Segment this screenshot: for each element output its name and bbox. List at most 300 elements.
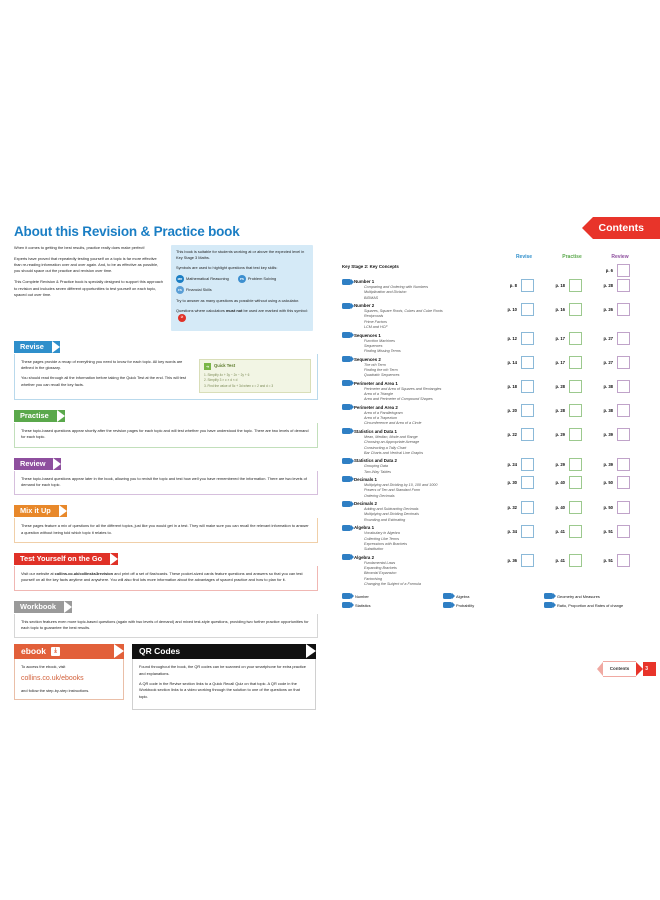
page-number-practise: p. 40 bbox=[555, 504, 565, 510]
checkbox-revise[interactable] bbox=[521, 404, 534, 417]
cell-review bbox=[596, 525, 644, 538]
toc-subtopic: Factorising bbox=[364, 576, 383, 581]
qr-heading-banner bbox=[132, 644, 316, 659]
nocalc-text-a: Questions where calculators bbox=[176, 307, 226, 313]
toc-row bbox=[342, 279, 652, 302]
section-practise bbox=[14, 405, 318, 448]
page-number-revise: p. 32 bbox=[507, 504, 517, 510]
legend-tag-letter: N bbox=[345, 594, 348, 599]
subject-tag-a bbox=[342, 356, 351, 362]
toc-entry-left bbox=[342, 264, 500, 269]
checkbox-revise[interactable] bbox=[521, 501, 534, 514]
page-number-review: p. 27 bbox=[603, 336, 613, 342]
toc-entry-left bbox=[342, 428, 500, 456]
page-number-revise: p. 36 bbox=[507, 558, 517, 564]
page-number-practise: p. 28 bbox=[555, 384, 565, 390]
toc-entry-name: Number 2 bbox=[354, 303, 375, 309]
symbol-label: Problem Solving bbox=[247, 275, 277, 281]
cell-practise bbox=[548, 356, 596, 369]
checkbox-review[interactable] bbox=[617, 501, 630, 514]
symbol-mathematical-reasoning bbox=[176, 275, 229, 283]
checkbox-review[interactable] bbox=[617, 476, 630, 489]
footer-label: Contents bbox=[603, 661, 637, 677]
toc-subtopic: Two-Way Tables bbox=[364, 469, 391, 474]
checkbox-practise[interactable] bbox=[569, 332, 582, 345]
ebook-body bbox=[14, 659, 124, 700]
banner-wrap-practise bbox=[14, 405, 318, 423]
qr-panel bbox=[132, 644, 316, 710]
subject-tag-a bbox=[342, 525, 351, 531]
toc-entry-title[interactable] bbox=[342, 332, 500, 338]
toc-entry-name: Sequences 1 bbox=[354, 332, 381, 338]
toc-entry-title[interactable] bbox=[342, 476, 500, 482]
toc-subtopic: Mean, Median, Mode and Range bbox=[364, 434, 418, 439]
toc-subtopic: Ordering Decimals bbox=[364, 493, 395, 498]
toc-subtopic: Squares, Square Roots, Cubes and Cube Roots bbox=[364, 309, 443, 314]
subject-tag-letter: N bbox=[345, 279, 348, 284]
intro-row bbox=[14, 245, 318, 331]
toc-row bbox=[342, 501, 652, 524]
section-heading-workbook: Workbook bbox=[14, 601, 72, 613]
symbol-problem-solving bbox=[238, 275, 276, 283]
legend-item-s bbox=[342, 602, 437, 608]
subject-tag-letter: S bbox=[345, 458, 348, 463]
toc-entry-name: Statistics and Data 1 bbox=[354, 428, 397, 434]
cell-practise bbox=[548, 380, 596, 393]
toc-checkbox-columns bbox=[500, 264, 652, 277]
checkbox-revise[interactable] bbox=[521, 458, 534, 471]
toc-subtopic: Area of a Parallelogram bbox=[364, 410, 403, 415]
mix-paragraph: These pages feature a mix of questions for all the different topics, just like you would get in a test. They will make sure you can recall the relevant information to answer a question without being told which topic it relates to. bbox=[21, 523, 309, 535]
cell-revise bbox=[500, 476, 548, 489]
workbook-paragraph: This section features even more topic-based questions (again with two levels of demand) and mixed test-style questions, providing two further practice opportunities for each topic to guarantee the best results. bbox=[21, 618, 309, 630]
toc-entry-left bbox=[342, 279, 500, 302]
checkbox-practise[interactable] bbox=[569, 380, 582, 393]
toc-subtopic: Binomial Expansion bbox=[364, 571, 397, 576]
ebook-url[interactable]: collins.co.uk/ebooks bbox=[21, 675, 84, 683]
legend-item-p bbox=[443, 602, 538, 608]
toc-checkbox-columns bbox=[500, 303, 652, 316]
qr-heading: QR Codes bbox=[139, 646, 181, 657]
page-number-practise: p. 29 bbox=[555, 461, 565, 467]
legend-label: Probability bbox=[456, 602, 475, 608]
cell-review bbox=[596, 476, 644, 489]
toc-subtopic: Bar Charts and Vertical Line Graphs bbox=[364, 450, 424, 455]
cell-review bbox=[596, 332, 644, 345]
ebook-line-2: and follow the step-by-step instructions. bbox=[21, 687, 90, 693]
symbol-financial-skills bbox=[176, 286, 212, 294]
subject-tag-letter: G bbox=[345, 405, 348, 410]
page-number-revise: p. 12 bbox=[507, 336, 517, 342]
intro-info-box bbox=[171, 245, 313, 331]
toc-entry-name: Algebra 1 bbox=[354, 525, 375, 531]
quick-test-item: 2. Simplify 3 × c × d × d bbox=[204, 378, 238, 383]
toc-subtopic: The nth Term bbox=[364, 362, 386, 367]
checkbox-revise[interactable] bbox=[521, 356, 534, 369]
page-number-review: p. 38 bbox=[603, 384, 613, 390]
legend-label: Geometry and Measures bbox=[557, 593, 600, 599]
toc-subtopics bbox=[364, 411, 500, 427]
toc-subtopic: Changing the Subject of a Formula bbox=[364, 582, 421, 587]
revise-paragraph: These pages provide a recap of everything you need to know for each topic. All key words are defined in the glossary. bbox=[21, 358, 183, 370]
page-number-revise: p. 24 bbox=[507, 461, 517, 467]
toc-subtopic: Reciprocals bbox=[364, 314, 384, 319]
toc-row bbox=[342, 428, 652, 456]
toc-checkbox-columns bbox=[500, 332, 652, 345]
cell-review bbox=[596, 264, 644, 277]
legend-tag-icon bbox=[443, 602, 452, 608]
page-number-review: p. 39 bbox=[603, 432, 613, 438]
toc-subtopic: Fundamental Laws bbox=[364, 560, 396, 565]
test-website-link[interactable]: collins.co.uk/collinsks3revision bbox=[54, 570, 114, 576]
page-number-review: p. 51 bbox=[603, 558, 613, 564]
subject-tag-letter: N bbox=[345, 477, 348, 482]
checkbox-review[interactable] bbox=[617, 279, 630, 292]
page-number-practise: p. 41 bbox=[555, 558, 565, 564]
checkbox-revise[interactable] bbox=[521, 525, 534, 538]
column-header-practise: Practise bbox=[562, 254, 582, 260]
arrow-icon: ➜ bbox=[205, 363, 210, 369]
cell-practise bbox=[548, 554, 596, 567]
toc-entry-title[interactable] bbox=[342, 404, 500, 410]
cell-review bbox=[596, 404, 644, 417]
checkbox-practise[interactable] bbox=[569, 458, 582, 471]
symbol-row-2 bbox=[176, 286, 308, 294]
cell-review bbox=[596, 380, 644, 393]
table-of-contents bbox=[338, 264, 652, 587]
toc-entry-left bbox=[342, 332, 500, 355]
subject-tag-letter: G bbox=[345, 381, 348, 386]
toc-entry-left bbox=[342, 501, 500, 524]
subject-tag-g bbox=[342, 380, 351, 386]
section-heading-mix-it-up: Mix it Up bbox=[14, 505, 67, 517]
legend-item-n bbox=[342, 593, 437, 599]
toc-entry-name: Number 1 bbox=[354, 279, 375, 284]
toc-entry-title[interactable] bbox=[342, 380, 500, 386]
revise-paragraph: You should read through all the information before taking the Quick Test at the end. This will test whether you can recall the key facts. bbox=[21, 375, 186, 387]
page-number-review: p. 26 bbox=[603, 306, 613, 312]
practise-paragraph: These topic-based questions appear shortly after the revision pages for each topic and will test whether you have understood the topic. There are two levels of demand for each topic. bbox=[21, 427, 309, 440]
checkbox-practise[interactable] bbox=[569, 303, 582, 316]
page-number-revise: p. 8 bbox=[509, 282, 517, 288]
checkbox-review[interactable] bbox=[617, 332, 630, 345]
toc-entry-left bbox=[342, 525, 500, 553]
toc-entry-title[interactable] bbox=[342, 525, 500, 531]
page-number-practise: p. 18 bbox=[555, 282, 565, 288]
quick-test-header bbox=[204, 363, 306, 370]
info-line-calculator: Try to answer as many questions as possible without using a calculator. bbox=[176, 297, 300, 303]
cell-practise bbox=[548, 303, 596, 316]
toc-entry-name: Algebra 2 bbox=[354, 554, 375, 560]
cell-practise bbox=[548, 332, 596, 345]
intro-paragraph: When it comes to getting the best results, practice really does make perfect! bbox=[14, 245, 145, 250]
toc-subtopic: Area of a Trapezium bbox=[364, 416, 398, 421]
column-header-review: Review bbox=[611, 254, 629, 260]
subject-tag-n bbox=[342, 501, 351, 507]
subject-tag-g bbox=[342, 404, 351, 410]
ps-badge-icon: PS bbox=[238, 275, 246, 283]
checkbox-practise[interactable] bbox=[569, 404, 582, 417]
page-number-review: p. 27 bbox=[603, 360, 613, 366]
toc-subtopic: Sequences bbox=[364, 343, 383, 348]
quick-test-title: Quick Test bbox=[214, 362, 236, 368]
info-line-symbols: Symbols are used to highlight questions that test key skills: bbox=[176, 265, 278, 271]
toc-row bbox=[342, 380, 652, 403]
toc-subtopics bbox=[364, 483, 500, 499]
ebook-line-1: To access the ebook, visit bbox=[21, 664, 66, 670]
quick-test-items bbox=[204, 373, 306, 389]
page-number-practise: p. 40 bbox=[555, 480, 565, 486]
download-icon: ⤓ bbox=[51, 647, 60, 656]
review-paragraph: These topic-based questions appear later in the book, allowing you to revisit the topic and test how well you have remembered the information. There are two levels of demand for each topic. bbox=[21, 475, 307, 487]
toc-entry-name: Decimals 1 bbox=[354, 476, 377, 482]
section-body-mix-it-up bbox=[14, 518, 318, 543]
checkbox-review[interactable] bbox=[617, 525, 630, 538]
page-title: About this Revision & Practice book bbox=[14, 224, 240, 239]
toc-entry-title[interactable] bbox=[342, 428, 500, 434]
subject-tag-a bbox=[342, 554, 351, 560]
cell-practise bbox=[548, 428, 596, 441]
intro-paragraph: This Complete Revision & Practice book is specially designed to support this approach to revision and includes seven different opportunities to test yourself on each topic, spaced out over time. bbox=[14, 279, 164, 297]
toc-checkbox-columns bbox=[500, 356, 652, 369]
toc-entry-title[interactable] bbox=[342, 501, 500, 507]
toc-subtopic: Multiplication and Division bbox=[364, 290, 407, 295]
section-revise bbox=[14, 336, 318, 400]
revise-text bbox=[21, 359, 191, 393]
checkbox-review[interactable] bbox=[617, 428, 630, 441]
page-number-practise: p. 16 bbox=[555, 306, 565, 312]
legend-label: Algebra bbox=[456, 593, 470, 599]
section-review bbox=[14, 453, 318, 496]
section-heading-review: Review bbox=[14, 458, 61, 470]
test-paragraph bbox=[21, 571, 311, 584]
toc-section-label: Key Stage 2: Key Concepts bbox=[342, 264, 399, 269]
fs-badge-icon: FS bbox=[176, 286, 184, 294]
toc-subtopic: Powers of Ten and Standard Form bbox=[364, 488, 421, 493]
page-number-practise: p. 41 bbox=[555, 528, 565, 534]
page-number-review: p. 6 bbox=[605, 268, 613, 273]
section-mix-it-up bbox=[14, 500, 318, 543]
page-number-revise: p. 18 bbox=[507, 384, 517, 390]
footer-arrow-right-icon bbox=[636, 662, 643, 676]
page-number-practise: p. 17 bbox=[555, 360, 565, 366]
legend-label: Statistics bbox=[355, 602, 371, 608]
tab-arrow-icon bbox=[582, 217, 593, 239]
subject-tag-letter: A bbox=[345, 525, 348, 530]
toc-entry-title[interactable] bbox=[342, 279, 500, 285]
toc-entry-title[interactable] bbox=[342, 554, 500, 560]
toc-subtopic: Quadratic Sequences bbox=[364, 373, 400, 378]
cell-revise bbox=[500, 501, 548, 514]
toc-entry-name: Sequences 2 bbox=[354, 356, 381, 362]
symbol-row-1 bbox=[176, 275, 308, 283]
checkbox-revise[interactable] bbox=[521, 279, 534, 292]
toc-subtopic: LCM and HCF bbox=[364, 325, 388, 330]
toc-subtopic: Area and Perimeter of Compound Shapes bbox=[364, 397, 433, 402]
subject-tag-letter: A bbox=[345, 357, 348, 362]
toc-subtopic: Multiplying and Dividing by 10, 100 and 1000 bbox=[364, 482, 438, 487]
checkbox-practise[interactable] bbox=[569, 428, 582, 441]
banner-wrap-revise bbox=[14, 336, 318, 354]
checkbox-practise[interactable] bbox=[569, 279, 582, 292]
toc-entry-title[interactable] bbox=[342, 458, 500, 464]
checkbox-practise[interactable] bbox=[569, 525, 582, 538]
toc-subtopic: Expanding Brackets bbox=[364, 565, 397, 570]
revise-two-column bbox=[21, 359, 311, 393]
subject-tag-n bbox=[342, 476, 351, 482]
page-number-review: p. 28 bbox=[603, 282, 613, 288]
toc-entry-left bbox=[342, 404, 500, 427]
section-heading-test-yourself: Test Yourself on the Go bbox=[14, 553, 118, 565]
checkbox-review[interactable] bbox=[617, 264, 630, 277]
symbol-label: Financial Skills bbox=[186, 287, 212, 293]
legend-item-a bbox=[443, 593, 538, 599]
toc-subtopic: Area of a Triangle bbox=[364, 392, 394, 397]
toc-subtopic: Adding and Subtracting Decimals bbox=[364, 507, 419, 512]
qr-paragraph: A QR code in the Revise section links to a Quick Recall Quiz on that topic. A QR code in the Workbook section links to a video working through the solution to one of the questions on that topic. bbox=[139, 680, 300, 699]
cell-practise bbox=[548, 279, 596, 292]
banner-wrap-test bbox=[14, 548, 318, 566]
banner-wrap-review bbox=[14, 453, 318, 471]
toc-subtopic: Prime Factors bbox=[364, 319, 387, 324]
page-number-revise: p. 22 bbox=[507, 432, 517, 438]
toc-subtopics bbox=[364, 464, 500, 475]
subject-tag-a bbox=[342, 332, 351, 338]
toc-subtopic: Grouping Data bbox=[364, 464, 388, 469]
toc-row bbox=[342, 303, 652, 331]
toc-subtopic: Rounding and Estimating bbox=[364, 517, 406, 522]
toc-subtopics bbox=[364, 561, 500, 588]
toc-subtopic: Circumference and Area of a Circle bbox=[364, 421, 422, 426]
cell-practise bbox=[548, 525, 596, 538]
section-body-practise bbox=[14, 423, 318, 448]
cell-revise bbox=[500, 428, 548, 441]
checkbox-revise[interactable] bbox=[521, 428, 534, 441]
toc-entry-left bbox=[342, 476, 500, 499]
checkbox-revise[interactable] bbox=[521, 380, 534, 393]
info-line-nocalc bbox=[176, 308, 308, 322]
qr-paragraph: Found throughout the book, the QR codes can be scanned on your smartphone for extra practice and explanations. bbox=[139, 664, 306, 676]
checkbox-review[interactable] bbox=[617, 380, 630, 393]
subject-tag-s bbox=[342, 458, 351, 464]
legend-label: Ratio, Proportion and Rates of change bbox=[557, 602, 624, 608]
checkbox-practise[interactable] bbox=[569, 476, 582, 489]
nocalc-text-bold: must not bbox=[225, 307, 243, 313]
section-heading-practise: Practise bbox=[14, 410, 65, 422]
checkbox-review[interactable] bbox=[617, 356, 630, 369]
cell-practise bbox=[548, 501, 596, 514]
toc-subtopic: Collecting Like Terms bbox=[364, 536, 400, 541]
bottom-row bbox=[14, 644, 318, 710]
toc-row bbox=[342, 458, 652, 475]
cell-review bbox=[596, 428, 644, 441]
section-body-workbook bbox=[14, 614, 318, 639]
quick-test-item: 3. Find the value of 5c + 3d when c = 2 and d = 3 bbox=[204, 383, 274, 388]
toc-checkbox-columns bbox=[500, 476, 652, 489]
legend-tag-icon bbox=[342, 593, 351, 599]
toc-subtopic: Finding Missing Terms bbox=[364, 349, 401, 354]
legend-tag-icon bbox=[443, 593, 452, 599]
toc-subtopic: Expressions with Brackets bbox=[364, 541, 408, 546]
toc-subtopic: Finding the nth Term bbox=[364, 367, 398, 372]
checkbox-practise[interactable] bbox=[569, 501, 582, 514]
checkbox-review[interactable] bbox=[617, 458, 630, 471]
cell-revise bbox=[500, 404, 548, 417]
ebook-panel bbox=[14, 644, 124, 710]
toc-entry-title[interactable] bbox=[342, 356, 500, 362]
qr-body bbox=[132, 659, 316, 710]
checkbox-revise[interactable] bbox=[521, 303, 534, 316]
checkbox-practise[interactable] bbox=[569, 554, 582, 567]
section-body-review bbox=[14, 471, 318, 496]
subject-tag-letter: A bbox=[345, 555, 348, 560]
toc-subtopic: Vocabulary in Algebra bbox=[364, 531, 400, 536]
toc-entries bbox=[342, 279, 652, 588]
checkbox-review[interactable] bbox=[617, 404, 630, 417]
page-number-review: p. 51 bbox=[603, 528, 613, 534]
toc-checkbox-columns bbox=[500, 458, 652, 471]
page-number-revise: p. 34 bbox=[507, 528, 517, 534]
intro-left-column bbox=[14, 245, 164, 303]
toc-entry-title[interactable] bbox=[342, 303, 500, 309]
toc-subtopics bbox=[364, 531, 500, 552]
page-number-revise: p. 10 bbox=[507, 306, 517, 312]
toc-entry-left bbox=[342, 380, 500, 403]
cell-revise bbox=[500, 303, 548, 316]
column-headers bbox=[338, 254, 652, 260]
checkbox-revise[interactable] bbox=[521, 476, 534, 489]
section-body-test-yourself bbox=[14, 566, 318, 591]
checkbox-review[interactable] bbox=[617, 554, 630, 567]
cell-review bbox=[596, 458, 644, 471]
no-calculator-icon: ⊘ bbox=[178, 314, 186, 322]
legend-tag-letter: P bbox=[446, 603, 449, 608]
subject-tag-n bbox=[342, 303, 351, 309]
legend-tag-icon bbox=[544, 593, 553, 599]
intro-paragraph: Experts have proved that repeatedly testing yourself on a topic is far more effective than re-reading information over and over again. And, to be as effective as possible, you should space out the practice and revision over time. bbox=[14, 255, 159, 274]
page-number-revise: p. 20 bbox=[507, 408, 517, 414]
cell-revise bbox=[500, 264, 548, 277]
right-page bbox=[330, 213, 660, 683]
checkbox-practise[interactable] bbox=[569, 356, 582, 369]
checkbox-revise[interactable] bbox=[521, 554, 534, 567]
legend-tag-letter: G bbox=[547, 594, 550, 599]
cell-practise bbox=[548, 458, 596, 471]
ebook-heading: ebook bbox=[21, 646, 47, 657]
toc-entry-name: Statistics and Data 2 bbox=[354, 458, 397, 464]
toc-entry-left bbox=[342, 554, 500, 587]
toc-row bbox=[342, 476, 652, 499]
page-number-review: p. 50 bbox=[603, 504, 613, 510]
quick-test-sample bbox=[199, 359, 311, 393]
banner-wrap-mix bbox=[14, 500, 318, 518]
legend-tag-letter: S bbox=[345, 603, 348, 608]
toc-subtopic: BIDMAS bbox=[364, 295, 379, 300]
legend-item-r bbox=[544, 602, 639, 608]
toc-entry-left bbox=[342, 356, 500, 379]
toc-subtopics bbox=[364, 285, 500, 301]
subject-tag-s bbox=[342, 428, 351, 434]
checkbox-review[interactable] bbox=[617, 303, 630, 316]
legend-label: Number bbox=[355, 593, 369, 599]
cell-practise bbox=[548, 264, 596, 277]
page-number-practise: p. 29 bbox=[555, 432, 565, 438]
toc-checkbox-columns bbox=[500, 554, 652, 567]
cell-revise bbox=[500, 279, 548, 292]
page-number-review: p. 50 bbox=[603, 480, 613, 486]
checkbox-revise[interactable] bbox=[521, 332, 534, 345]
cell-practise bbox=[548, 476, 596, 489]
